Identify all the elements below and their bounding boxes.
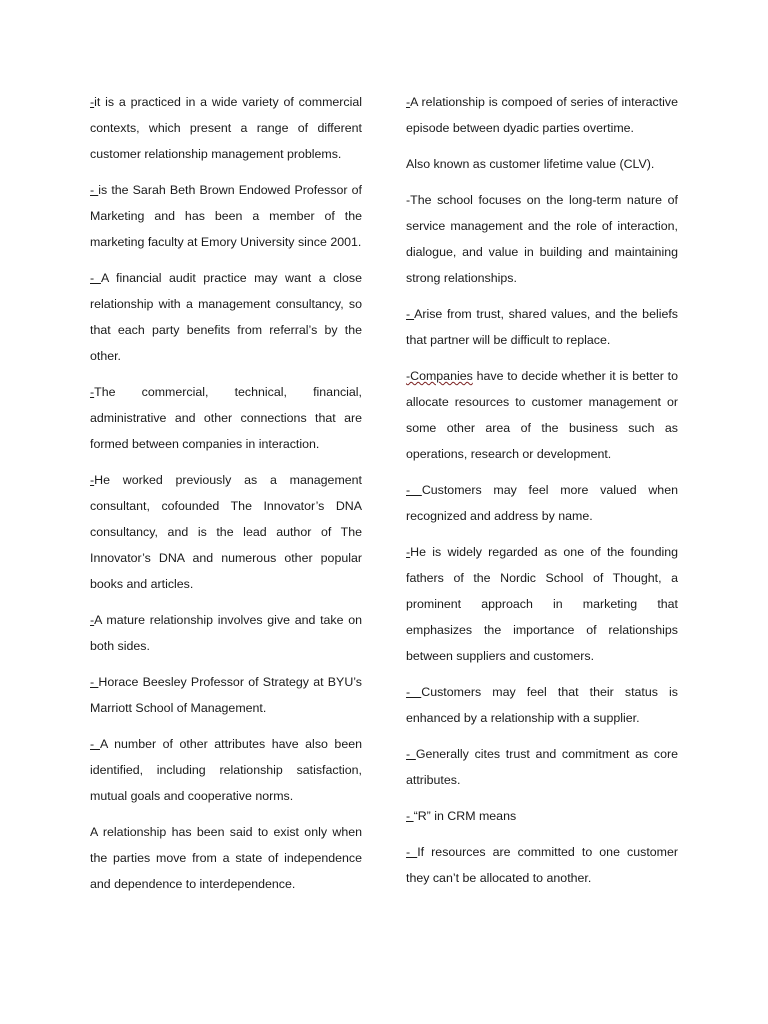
paragraph-text: A relationship has been said to exist only when the parties move from a state of independence and dependence to interdependence. bbox=[90, 825, 362, 891]
paragraph bbox=[406, 741, 678, 793]
paragraph-text: The commercial, technical, financial, administrative and other connections that are formed between companies in interaction. bbox=[90, 385, 362, 451]
paragraph bbox=[90, 265, 362, 369]
paragraph-text: it is a practiced in a wide variety of commercial contexts, which present a range of different customer relationship management problems. bbox=[90, 95, 362, 161]
paragraph bbox=[90, 669, 362, 721]
paragraph bbox=[406, 839, 678, 891]
paragraph-lead: - bbox=[406, 845, 418, 859]
paragraph-text: Also known as customer lifetime value (CLV). bbox=[406, 157, 655, 171]
paragraph-text: “R” in CRM means bbox=[413, 809, 517, 823]
paragraph bbox=[90, 89, 362, 167]
paragraph-lead: -Companies bbox=[406, 369, 473, 383]
paragraph-text: Arise from trust, shared values, and the beliefs that partner will be difficult to replace. bbox=[406, 307, 678, 347]
paragraph-text: A financial audit practice may want a close relationship with a management consultancy, so that each party benefits from referral’s by the other. bbox=[90, 271, 363, 363]
paragraph bbox=[90, 819, 362, 897]
paragraph bbox=[90, 379, 362, 457]
paragraph-lead: - bbox=[406, 483, 422, 497]
paragraph-text: A relationship is compoed of series of interactive episode between dyadic parties overtime. bbox=[406, 95, 678, 135]
paragraph bbox=[406, 89, 678, 141]
paragraph bbox=[406, 539, 678, 669]
paragraph bbox=[406, 151, 678, 177]
paragraph-text: Horace Beesley Professor of Strategy at BYU’s Marriott School of Management. bbox=[90, 675, 362, 715]
paragraph-text: If resources are committed to one customer they can’t be allocated to another. bbox=[406, 845, 678, 885]
paragraph-lead: - bbox=[90, 95, 95, 109]
paragraph-text: -The school focuses on the long-term nature of service management and the role of interaction, dialogue, and value in building and maintaining strong relationships. bbox=[406, 193, 678, 285]
paragraph-text: Customers may feel that their status is enhanced by a relationship with a supplier. bbox=[406, 685, 678, 725]
paragraph-lead: - bbox=[90, 271, 101, 285]
paragraph-lead: - bbox=[90, 183, 99, 197]
paragraph-lead: - bbox=[406, 307, 415, 321]
paragraph-lead: - bbox=[90, 675, 99, 689]
paragraph bbox=[90, 467, 362, 597]
paragraph-text: Generally cites trust and commitment as core attributes. bbox=[406, 747, 679, 787]
paragraph-text: have to decide whether it is better to allocate resources to customer management or some other area of the business such as operations, research or development. bbox=[406, 369, 678, 461]
paragraph bbox=[406, 301, 678, 353]
paragraph-lead: - bbox=[406, 545, 411, 559]
paragraph-lead: - bbox=[406, 95, 411, 109]
paragraph-lead: - bbox=[90, 473, 95, 487]
paragraph-text: He is widely regarded as one of the founding fathers of the Nordic School of Thought, a prominent approach in marketing that emphasizes the importance of relationships between suppliers and customers. bbox=[406, 545, 678, 663]
paragraph-text: Customers may feel more valued when recognized and address by name. bbox=[406, 483, 678, 523]
paragraph-text: is the Sarah Beth Brown Endowed Professor of Marketing and has been a member of the marketing faculty at Emory University since 2001. bbox=[90, 183, 362, 249]
paragraph bbox=[406, 363, 678, 467]
paragraph bbox=[406, 187, 678, 291]
paragraph-text: A number of other attributes have also been identified, including relationship satisfaction, mutual goals and cooperative norms. bbox=[90, 737, 362, 803]
paragraph-lead: - bbox=[90, 385, 95, 399]
paragraph bbox=[90, 731, 362, 809]
paragraph-lead: - bbox=[406, 747, 416, 761]
paragraph-lead: - bbox=[90, 613, 95, 627]
paragraph-lead: - bbox=[90, 737, 100, 751]
paragraph bbox=[90, 177, 362, 255]
left-column bbox=[90, 89, 362, 907]
paragraph-lead: - bbox=[406, 809, 414, 823]
right-column bbox=[406, 89, 678, 901]
paragraph bbox=[90, 607, 362, 659]
paragraph bbox=[406, 679, 678, 731]
paragraph bbox=[406, 477, 678, 529]
paragraph-text: He worked previously as a management consultant, cofounded The Innovator’s DNA consultancy, and is the lead author of The Innovator’s DNA and numerous other popular books and articles. bbox=[90, 473, 362, 591]
paragraph-text: A mature relationship involves give and take on both sides. bbox=[90, 613, 362, 653]
paragraph bbox=[406, 803, 678, 829]
paragraph-lead: - bbox=[406, 685, 422, 699]
